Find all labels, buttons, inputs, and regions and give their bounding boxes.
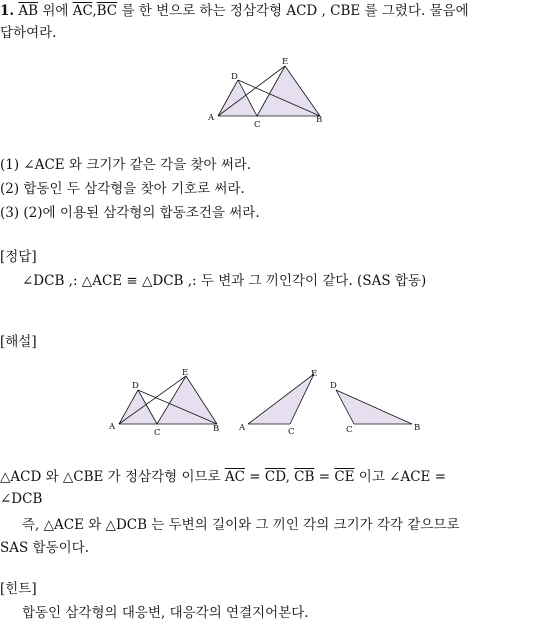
stem-text-2: 를 한 변으로 하는 정삼각형 ACD , CBE 를 그렸다. 물음에 — [117, 3, 469, 19]
segment-ac: $\overline{AC}$ — [72, 3, 93, 19]
explanation-figure-dcb — [324, 366, 429, 438]
segment-ab: $\overline{AB}$ — [18, 3, 39, 19]
answer-text: ∠DCB ,: △ACE ≡ △DCB ,: 두 변과 그 끼인각이 같다. (SAS 합동) — [22, 273, 427, 289]
segment-ac-2: $\overline{AC}$ — [224, 469, 245, 485]
segment-bc: $\overline{BC}$ — [96, 3, 118, 19]
label-a: A — [208, 113, 215, 123]
label-c-2: C — [154, 428, 161, 438]
problem-stem-line1 — [0, 0, 469, 22]
equals-2: = — [314, 469, 335, 485]
label-e: E — [282, 57, 289, 67]
explanation-comma: , — [285, 469, 295, 485]
stem-text-1: 위에 — [38, 3, 73, 19]
label-d: D — [231, 72, 238, 82]
label-b-4: B — [414, 423, 421, 433]
stem-comma: , — [92, 3, 97, 19]
problem-figure — [200, 52, 335, 132]
hint-text: 합동인 삼각형의 대응변, 대응각의 연결지어본다. — [22, 605, 309, 621]
label-d-2: D — [132, 381, 139, 391]
equals-1: = — [244, 469, 265, 485]
question-2: (2) 합동인 두 삼각형을 찾아 기호로 써라. — [0, 181, 245, 197]
explanation-line2: ∠DCB — [0, 491, 43, 507]
explanation-text-1b: 이고 ∠ACE = — [354, 469, 447, 485]
explanation-line4: SAS 합동이다. — [0, 540, 89, 556]
label-b: B — [316, 115, 323, 125]
explanation-heading: [해설] — [0, 334, 37, 350]
explanation-figure-full — [105, 366, 230, 438]
label-c-3: C — [288, 427, 295, 437]
label-b-2: B — [213, 424, 220, 434]
answer-heading: [정답] — [0, 249, 37, 265]
label-a-3: A — [239, 423, 246, 433]
label-e-3: E — [311, 369, 318, 379]
problem-number: 1. — [0, 3, 15, 19]
segment-cd: $\overline{CD}$ — [264, 469, 286, 485]
question-3: (3) (2)에 이용된 삼각형의 합동조건을 써라. — [0, 205, 260, 221]
segment-cb: $\overline{CB}$ — [294, 469, 315, 485]
explanation-figure-ace — [234, 366, 324, 438]
label-a-2: A — [109, 422, 116, 432]
question-1: (1) ∠ACE 와 크기가 같은 각을 찾아 써라. — [0, 157, 252, 173]
hint-heading: [힌트] — [0, 581, 37, 597]
label-c: C — [254, 120, 261, 130]
explanation-line3: 즉, △ACE 와 △DCB 는 두변의 길이와 그 끼인 각의 크기가 각각 같으므로 — [22, 517, 460, 533]
label-c-4: C — [346, 425, 353, 435]
segment-ce: $\overline{CE}$ — [334, 469, 355, 485]
label-d-4: D — [330, 381, 337, 391]
explanation-line1 — [0, 466, 446, 488]
problem-stem-line2: 답하여라. — [0, 25, 57, 41]
explanation-text-1a: △ACD 와 △CBE 가 정삼각형 이므로 — [0, 469, 225, 485]
label-e-2: E — [182, 368, 189, 378]
